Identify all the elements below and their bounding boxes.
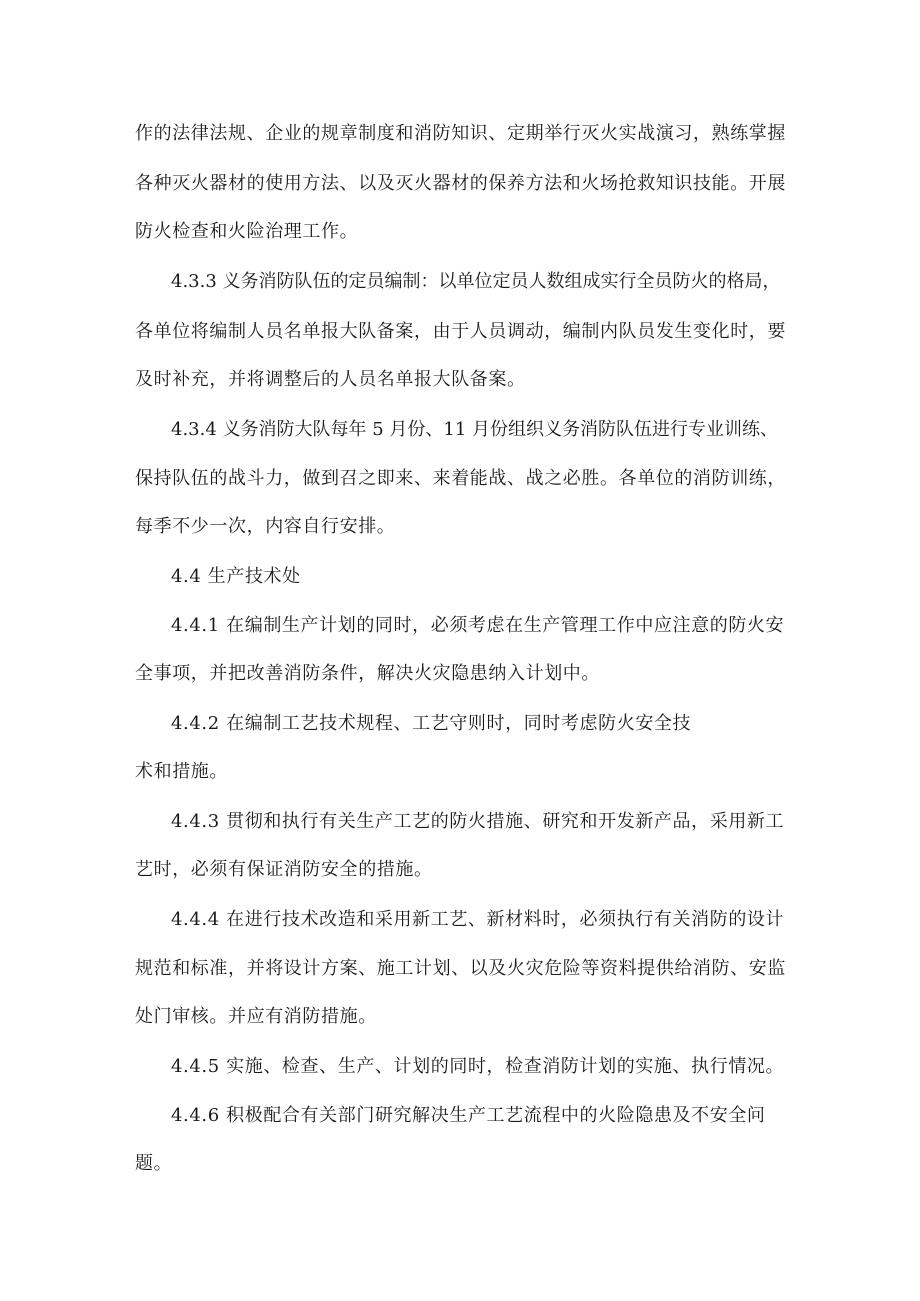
text-line: 全事项，并把改善消防条件，解决火灾隐患纳入计划中。: [135, 663, 600, 684]
text-line: 4.4.4 在进行技术改造和采用新工艺、新材料时，必须执行有关消防的设计: [171, 909, 785, 930]
section-heading: 4.4 生产技术处: [171, 566, 301, 587]
text-line: 规范和标准，并将设计方案、施工计划、以及火灾危险等资料提供给消防、安监: [135, 958, 786, 979]
text-line: 4.4.6 积极配合有关部门研究解决生产工艺流程中的火险隐患及不安全问: [171, 1105, 766, 1126]
text-line: 每季不少一次，内容自行安排。: [135, 516, 396, 537]
text-line: 艺时，必须有保证消防安全的措施。: [135, 859, 433, 880]
text-line: 术和措施。: [135, 761, 228, 782]
text-line: 4.3.3 义务消防队伍的定员编制：以单位定员人数组成实行全员防火的格局，: [171, 271, 781, 292]
text-line: 保持队伍的战斗力，做到召之即来、来着能战、战之必胜。各单位的消防训练，: [135, 468, 786, 489]
text-line: 4.4.5 实施、检查、生产、计划的同时，检查消防计划的实施、执行情况。: [171, 1056, 785, 1077]
text-line: 及时补充，并将调整后的人员名单报大队备案。: [135, 369, 526, 390]
text-line: 作的法律法规、企业的规章制度和消防知识、定期举行灭火实战演习，熟练掌握: [135, 123, 786, 144]
text-line: 4.4.2 在编制工艺技术规程、工艺守则时，同时考虑防火安全技: [171, 713, 692, 734]
text-line: 各种灭火器材的使用方法、以及灭火器材的保养方法和火场抢救知识技能。开展: [135, 173, 786, 194]
text-line: 处门审核。并应有消防措施。: [135, 1006, 377, 1027]
text-line: 4.4.3 贯彻和执行有关生产工艺的防火措施、研究和开发新产品，采用新工: [171, 811, 785, 832]
text-line: 4.3.4 义务消防大队每年 5 月份、11 月份组织义务消防队伍进行专业训练、: [171, 419, 779, 440]
text-line: 4.4.1 在编制生产计划的同时，必须考虑在生产管理工作中应注意的防火安: [171, 615, 785, 636]
text-line: 防火检查和火险治理工作。: [135, 221, 359, 242]
text-line: 题。: [135, 1153, 173, 1174]
text-line: 各单位将编制人员名单报大队备案，由于人员调动，编制内队员发生变化时，要: [135, 321, 786, 342]
